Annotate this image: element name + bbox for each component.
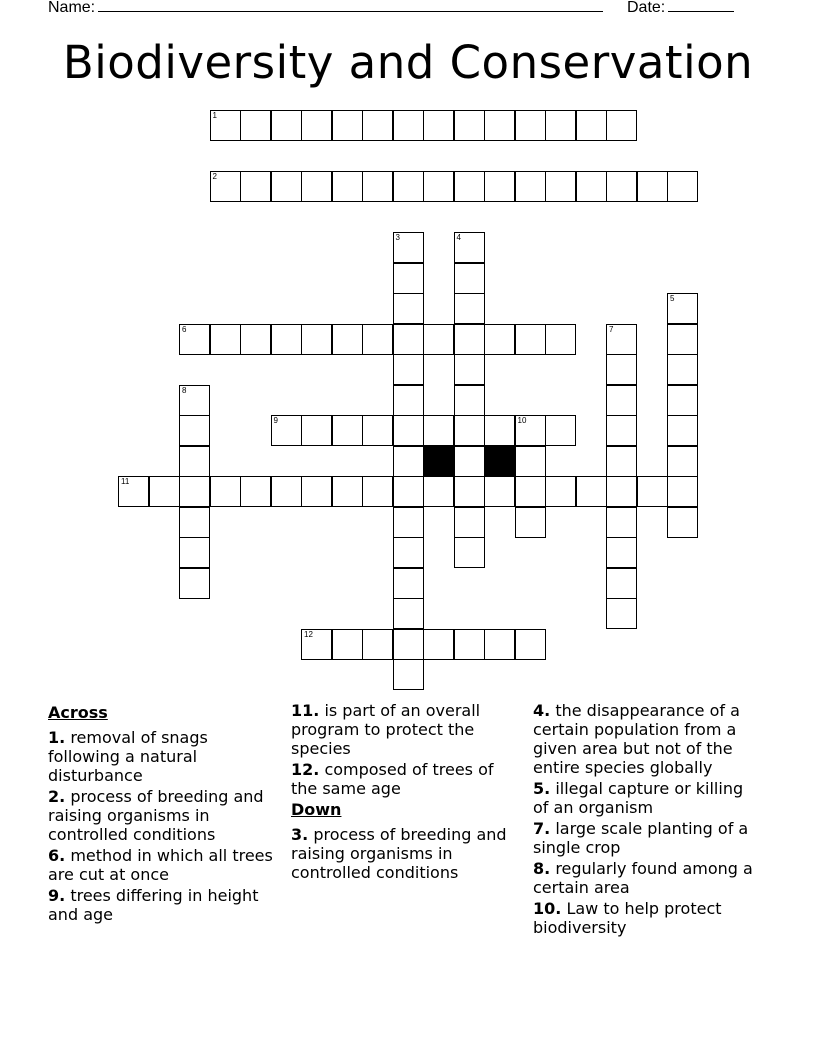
clue-across-2 [48,787,278,844]
grid-cell[interactable] [454,385,485,416]
grid-cell[interactable] [393,598,424,629]
grid-cell[interactable] [484,324,515,355]
name-label: Name: [48,0,96,16]
clue-across-12 [291,760,521,798]
clue-number: 1. [48,728,66,747]
grid-cell[interactable] [576,476,607,507]
grid-cell[interactable] [515,629,546,660]
grid-cell[interactable] [210,476,241,507]
grid-cell[interactable] [667,385,698,416]
grid-cell[interactable] [606,324,637,355]
clue-number: 12. [291,760,320,779]
grid-cell[interactable] [606,171,637,202]
grid-cell[interactable] [515,446,546,477]
grid-cell[interactable] [179,568,210,599]
clues-column-1 [48,701,278,926]
grid-cell[interactable] [332,110,363,141]
clue-number-label: 3 [395,233,400,242]
down-heading: Down [291,800,342,819]
clues-column-3 [533,701,763,939]
clue-across-1 [48,728,278,785]
grid-cell[interactable] [393,110,424,141]
grid-cell[interactable] [332,171,363,202]
across-heading: Across [48,703,108,722]
clue-down-8 [533,859,763,897]
date-label: Date: [627,0,666,16]
grid-cell[interactable] [454,232,485,263]
grid-cell[interactable] [240,476,271,507]
grid-cell[interactable] [606,110,637,141]
grid-cell[interactable] [393,537,424,568]
name-line[interactable] [98,0,603,12]
grid-cell[interactable] [179,446,210,477]
clue-text: removal of snags following a natural disturbance [48,728,208,785]
clue-number-label: 1 [212,111,217,120]
clue-number: 9. [48,886,66,905]
grid-cell[interactable] [271,110,302,141]
name-field[interactable] [48,0,603,17]
grid-cell[interactable] [393,507,424,538]
grid-cell[interactable] [179,476,210,507]
grid-cell[interactable] [606,476,637,507]
clue-number: 7. [533,819,551,838]
grid-cell[interactable] [332,415,363,446]
clue-number: 4. [533,701,551,720]
clue-down-3 [291,825,521,882]
grid-cell[interactable] [606,446,637,477]
grid-cell[interactable] [454,446,485,477]
grid-cell[interactable] [393,446,424,477]
grid-cell[interactable] [667,293,698,324]
grid-cell[interactable] [606,598,637,629]
grid-cell[interactable] [271,171,302,202]
grid-cell[interactable] [393,629,424,660]
clue-text: regularly found among a certain area [533,859,753,897]
grid-cell[interactable] [301,324,332,355]
grid-cell[interactable] [332,324,363,355]
clue-text: the disappearance of a certain population from a given area but not of the entire species globally [533,701,740,777]
grid-cell[interactable] [667,476,698,507]
grid-cell[interactable] [545,415,576,446]
grid-cell[interactable] [362,629,393,660]
clue-down-7 [533,819,763,857]
clue-number: 8. [533,859,551,878]
grid-cell[interactable] [454,354,485,385]
grid-cell[interactable] [210,171,241,202]
grid-cell[interactable] [362,476,393,507]
grid-cell[interactable] [515,324,546,355]
grid-cell[interactable] [423,476,454,507]
grid-cell[interactable] [362,171,393,202]
grid-cell[interactable] [606,385,637,416]
grid-cell[interactable] [332,476,363,507]
clue-number: 11. [291,701,320,720]
grid-cell[interactable] [545,324,576,355]
grid-cell[interactable] [423,171,454,202]
clue-number: 6. [48,846,66,865]
clue-number-label: 12 [304,629,313,639]
grid-cell[interactable] [606,568,637,599]
grid-cell[interactable] [393,476,424,507]
grid-cell[interactable] [484,629,515,660]
clue-text: composed of trees of the same age [291,760,494,798]
grid-cell[interactable] [362,110,393,141]
clue-number-label: 6 [182,324,187,334]
grid-cell[interactable] [454,415,485,446]
grid-cell[interactable] [423,110,454,141]
clue-down-4 [533,701,763,777]
clue-number-label: 2 [212,172,217,181]
grid-cell[interactable] [637,171,668,202]
clue-across-6 [48,846,278,884]
grid-cell[interactable] [484,476,515,507]
grid-cell[interactable] [545,110,576,141]
clue-number-label: 11 [121,477,130,486]
grid-cell[interactable] [637,476,668,507]
grid-cell[interactable] [179,324,210,355]
grid-cell[interactable] [484,171,515,202]
grid-cell[interactable] [210,324,241,355]
grid-cell[interactable] [362,415,393,446]
grid-cell[interactable] [454,629,485,660]
grid-cell[interactable] [515,110,546,141]
grid-cell[interactable] [179,385,210,416]
grid-cell[interactable] [454,293,485,324]
clue-number: 3. [291,825,309,844]
grid-cell[interactable] [393,293,424,324]
grid-cell[interactable] [240,171,271,202]
clue-text: large scale planting of a single crop [533,819,749,857]
grid-cell[interactable] [301,476,332,507]
clues-column-2 [291,701,521,884]
grid-cell[interactable] [606,415,637,446]
date-field[interactable] [627,0,734,17]
grid-cell[interactable] [271,415,302,446]
grid-cell[interactable] [362,324,393,355]
blocked-cell [484,446,515,477]
grid-cell[interactable] [240,324,271,355]
grid-cell[interactable] [515,507,546,538]
grid-cell[interactable] [301,171,332,202]
grid-cell[interactable] [393,232,424,263]
clue-number-label: 10 [517,416,527,425]
grid-cell[interactable] [606,537,637,568]
grid-cell[interactable] [118,476,149,507]
clue-number-label: 4 [456,233,461,242]
clue-across-11 [291,701,521,758]
grid-cell[interactable] [301,629,332,660]
clue-text: process of breeding and raising organisms in controlled conditions [291,825,507,882]
grid-cell[interactable] [393,171,424,202]
grid-cell[interactable] [240,110,271,141]
grid-cell[interactable] [301,415,332,446]
grid-cell[interactable] [667,446,698,477]
clue-text: method in which all trees are cut at once [48,846,273,884]
grid-cell[interactable] [515,415,546,446]
grid-cell[interactable] [332,629,363,660]
grid-cell[interactable] [606,354,637,385]
grid-cell[interactable] [423,415,454,446]
grid-cell[interactable] [667,171,698,202]
grid-cell[interactable] [179,507,210,538]
clue-number-label: 7 [609,324,614,334]
grid-cell[interactable] [393,263,424,294]
grid-cell[interactable] [515,476,546,507]
grid-cell[interactable] [301,110,332,141]
grid-cell[interactable] [454,263,485,294]
clue-down-10 [533,899,763,937]
grid-cell[interactable] [210,110,241,141]
page-title: Biodiversity and Conservation [62,36,754,89]
grid-cell[interactable] [667,324,698,355]
clue-down-5 [533,779,763,817]
blocked-cell [423,446,454,477]
clue-across-9 [48,886,278,924]
grid-cell[interactable] [667,354,698,385]
grid-cell[interactable] [545,476,576,507]
grid-cell[interactable] [423,629,454,660]
grid-cell[interactable] [576,171,607,202]
clue-text: Law to help protect biodiversity [533,899,722,937]
grid-cell[interactable] [484,110,515,141]
grid-cell[interactable] [179,537,210,568]
grid-cell[interactable] [393,415,424,446]
grid-cell[interactable] [606,507,637,538]
clue-number-label: 8 [182,385,187,395]
date-line[interactable] [668,0,734,12]
grid-cell[interactable] [515,171,546,202]
grid-cell[interactable] [393,354,424,385]
clue-number-label: 5 [670,294,675,303]
grid-cell[interactable] [393,659,424,690]
grid-cell[interactable] [149,476,180,507]
grid-cell[interactable] [454,324,485,355]
clue-number-label: 9 [273,416,278,425]
grid-cell[interactable] [454,476,485,507]
clue-text: illegal capture or killing of an organism [533,779,744,817]
grid-cell[interactable] [423,324,454,355]
grid-cell[interactable] [393,568,424,599]
grid-cell[interactable] [393,385,424,416]
clue-text: is part of an overall program to protect the species [291,701,481,758]
grid-cell[interactable] [454,171,485,202]
grid-cell[interactable] [271,476,302,507]
clue-text: process of breeding and raising organisms in controlled conditions [48,787,264,844]
grid-cell[interactable] [179,415,210,446]
grid-cell[interactable] [271,324,302,355]
clue-number: 5. [533,779,551,798]
grid-cell[interactable] [393,324,424,355]
clue-text: trees differing in height and age [48,886,259,924]
grid-cell[interactable] [454,537,485,568]
grid-cell[interactable] [454,110,485,141]
grid-cell[interactable] [454,507,485,538]
clue-number: 2. [48,787,66,806]
grid-cell[interactable] [545,171,576,202]
grid-cell[interactable] [667,507,698,538]
grid-cell[interactable] [484,415,515,446]
grid-cell[interactable] [667,415,698,446]
grid-cell[interactable] [576,110,607,141]
clue-number: 10. [533,899,562,918]
